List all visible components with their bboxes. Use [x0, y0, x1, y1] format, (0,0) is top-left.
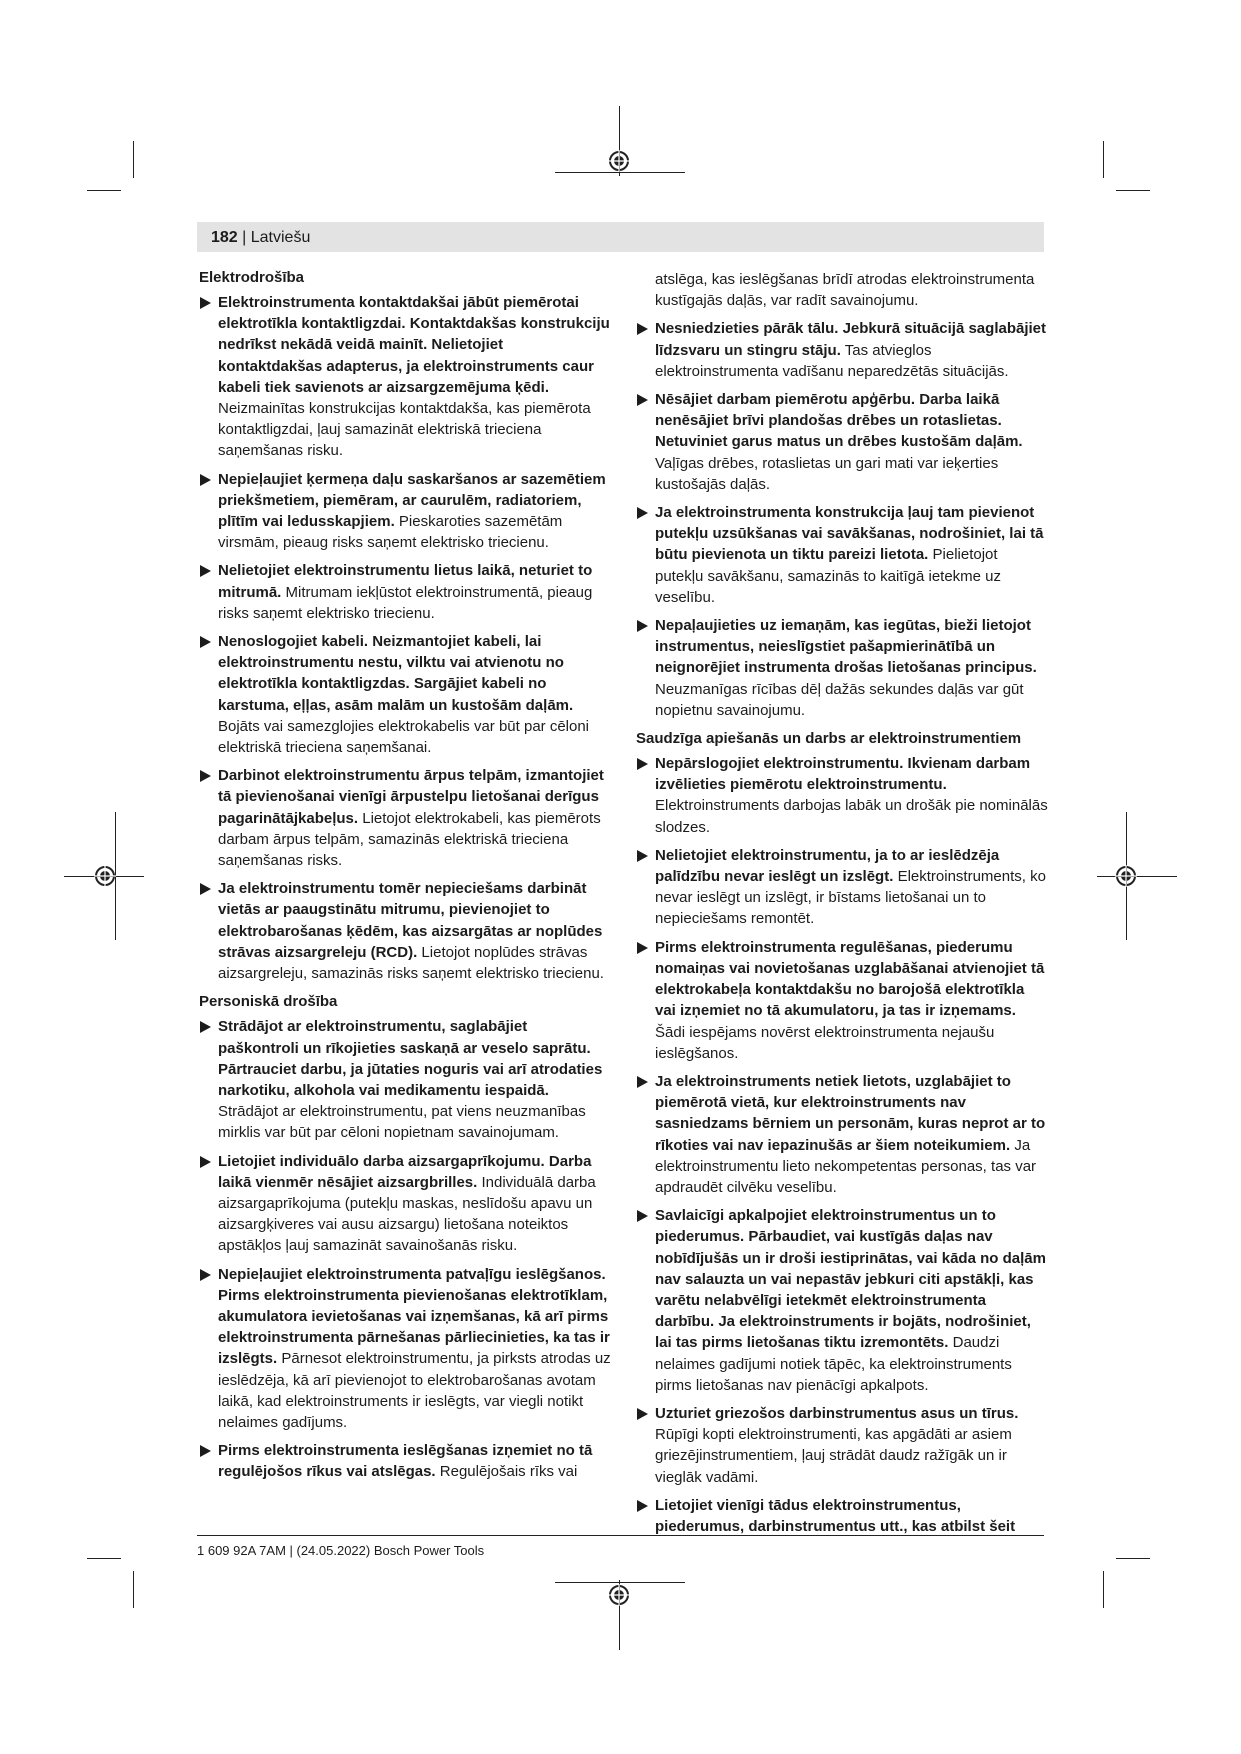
crop-mark — [1116, 190, 1150, 191]
list-item: Ja elektroinstruments netiek lietots, uzglabājiet to piemērotā vietā, kur elektroinstruments nav sasniedzams bērniem un personām, kuras neprot ar to rīkoties vai nav iepazinušās ar šiem noteikumiem. Ja elektroinstrumentu lieto nekompetentas personas, tas var apdraudēt cilvēku veselību. — [636, 1071, 1048, 1198]
list-item: Nepieļaujiet ķermeņa daļu saskaršanos ar sazemētiem priekšmetiem, piemēram, ar caurulēm, radiatoriem, plītīm vai ledusskapjiem. Pieskaroties sazemētām virsmām, pieaug risks saņemt elektrisko triecienu. — [199, 469, 611, 554]
bullet-arrow-icon — [200, 1445, 211, 1457]
bullet-arrow-icon — [637, 1500, 648, 1512]
crop-mark — [87, 1558, 121, 1559]
list-item: Strādājot ar elektroinstrumentu, saglabājiet paškontroli un rīkojieties saskaņā ar veselo saprātu. Pārtrauciet darbu, ja jūtaties noguris vai arī atrodaties narkotiku, alkohola vai medikamentu iespaidā. Strādājot ar elektroinstrumentu, pat viens neuzmanības mirklis var būt par cēloni nopietnam savainojumam. — [199, 1016, 611, 1143]
footer-rule — [197, 1535, 1044, 1536]
bullet-arrow-icon — [200, 770, 211, 782]
list-item: Darbinot elektroinstrumentu ārpus telpām, izmantojiet tā pievienošanai vienīgi ārpustelpu lietošanai derīgus pagarinātājkabeļus. Lietojot elektrokabeli, kas piemērots darbam ārpus telpām, samazinās elektriskā trieciena saņemšanas risks. — [199, 765, 611, 871]
bullet-arrow-icon — [200, 474, 211, 486]
page-footer: 1 609 92A 7AM | (24.05.2022) Bosch Power Tools — [197, 1543, 485, 1558]
list-item: Uzturiet griezošos darbinstrumentus asus un tīrus. Rūpīgi kopti elektroinstrumenti, kas apgādāti ar asiem griezējinstrumentiem, ļauj strādāt daudz ražīgāk un ir vieglāk vadāmi. — [636, 1403, 1048, 1488]
list-item: Lietojiet individuālo darba aizsargaprīkojumu. Darba laikā vienmēr nēsājiet aizsargbrilles. Individuālā darba aizsargaprīkojuma (putekļu maskas, neslīdošu apavu un aizsargķiveres vai ausu aizsargu) lietošana noteiktos apstākļos ļauj samazināt savainošanās risku. — [199, 1151, 611, 1257]
bullet-arrow-icon — [637, 507, 648, 519]
list-item: Nesniedzieties pārāk tālu. Jebkurā situācijā saglabājiet līdzsvaru un stingru stāju. Tas atvieglos elektroinstrumenta vadīšanu neparedzētās situācijās. — [636, 318, 1048, 382]
bullet-arrow-icon — [200, 1269, 211, 1281]
list-item: Pirms elektroinstrumenta ieslēgšanas izņemiet no tā regulējošos rīkus vai atslēgas. Regulējošais rīks vai — [199, 1440, 611, 1482]
list-item: Nēsājiet darbam piemērotu apģērbu. Darba laikā nenēsājiet brīvi plandošas drēbes un rotaslietas. Netuviniet garus matus un drēbes kustošām daļām. Vaļīgas drēbes, rotaslietas un gari mati var ieķerties kustošajās daļās. — [636, 389, 1048, 495]
continued-text: atslēga, kas ieslēgšanas brīdī atrodas elektroinstrumenta kustīgajās daļās, var radīt savainojumu. — [655, 271, 1035, 310]
list-item: Nepaļaujieties uz iemaņām, kas iegūtas, bieži lietojot instrumentus, neieslīgstiet pašapmierinātībā un neignorējiet instrumenta drošas lietošanas principus. Neuzmanīgas rīcības dēļ dažās sekundes daļās var gūt nopietnu savainojumu. — [636, 615, 1048, 721]
bullet-arrow-icon — [637, 620, 648, 632]
crop-mark — [87, 190, 121, 191]
crop-mark — [1103, 1571, 1104, 1608]
list-item: Savlaicīgi apkalpojiet elektroinstrumentus un to piederumus. Pārbaudiet, vai kustīgās daļas nav nobīdījušās un ir droši iestiprinātas, vai kāda no daļām nav salauzta un vai nepastāv jebkuri citi apstākļi, kas varētu nelabvēlīgi ietekmēt elektroinstrumenta darbību. Ja elektroinstruments ir bojāts, nodrošiniet, lai tas pirms lietošanas tiktu izremontēts. Daudzi nelaimes gadījumi notiek tāpēc, ka elektroinstruments pirms lietošanas nav pienācīgi apkalpots. — [636, 1205, 1048, 1396]
bullet-arrow-icon — [637, 394, 648, 406]
list-item: Nelietojiet elektroinstrumentu, ja to ar ieslēdzēja palīdzību nevar ieslēgt un izslēgt. Elektroinstruments, ko nevar ieslēgt un izslēgt, ir bīstams lietošanai un to nepieciešams remontēt. — [636, 845, 1048, 930]
crop-mark — [133, 141, 134, 178]
bullet-arrow-icon — [637, 942, 648, 954]
right-column — [636, 269, 1048, 1544]
list-item: Ja elektroinstrumentu tomēr nepieciešams darbināt vietās ar paaugstinātu mitrumu, pievienojiet to elektrobarošanas ķēdēm, kas aizsargātas ar noplūdes strāvas aizsargreleju (RCD). Lietojot noplūdes strāvas aizsargreleju, samazinās risks saņemt elektrisko triecienu. — [199, 878, 611, 984]
crop-mark — [133, 1571, 134, 1608]
bullet-arrow-icon — [200, 883, 211, 895]
language-label: Latviešu — [250, 229, 311, 246]
list-item: Lietojiet vienīgi tādus elektroinstrumentus, piederumus, darbinstrumentus utt., kas atbilst šeit — [636, 1495, 1048, 1537]
page-number: 182 — [211, 229, 238, 246]
bullet-arrow-icon — [200, 565, 211, 577]
section-title-electrical-safety: Elektrodrošība — [199, 269, 305, 286]
list-item: Nenoslogojiet kabeli. Neizmantojiet kabeli, lai elektroinstrumentu nestu, vilktu vai atvienotu no elektrotīkla kontaktligzdas. Sargājiet kabeli no karstuma, eļļas, asām malām un kustošām daļām. Bojāts vai samezglojies elektrokabelis var būt par cēloni elektriskā trieciena saņemšanai. — [199, 631, 611, 758]
bullet-arrow-icon — [200, 297, 211, 309]
list-item: Nelietojiet elektroinstrumentu lietus laikā, neturiet to mitrumā. Mitrumam iekļūstot elektroinstrumentā, pieaug risks saņemt elektrisko triecienu. — [199, 560, 611, 624]
left-column — [199, 267, 611, 1490]
bullet-arrow-icon — [637, 758, 648, 770]
crop-mark — [1103, 141, 1104, 178]
page-header-bar — [197, 222, 1044, 252]
section-title-tool-use-care: Saudzīga apiešanās un darbs ar elektroinstrumentiem — [636, 730, 1022, 748]
bullet-arrow-icon — [637, 850, 648, 862]
list-item: Nepieļaujiet elektroinstrumenta patvaļīgu ieslēgšanos. Pirms elektroinstrumenta pievienošanas elektrotīklam, akumulatora ievietošanas vai izņemšanas, kā arī pirms elektroinstrumenta pārnešanas pārliecinieties, ka tas ir izslēgts. Pārnesot elektroinstrumentu, ja pirksts atrodas uz ieslēdzēja, kā arī pievienojot to elektrobarošanas avotam laikā, kad elektroinstruments ir ieslēgts, var viegli notikt nelaimes gadījums. — [199, 1264, 611, 1434]
list-item: Nepārslogojiet elektroinstrumentu. Ikvienam darbam izvēlieties piemērotu elektroinstrumentu. Elektroinstruments darbojas labāk un drošāk pie nominālās slodzes. — [636, 753, 1048, 838]
list-item: Pirms elektroinstrumenta regulēšanas, piederumu nomaiņas vai novietošanas uzglabāšanai atvienojiet tā elektrokabeļa kontaktdakšu no barojošā elektrotīkla vai izņemiet no tā akumulatoru, ja tas ir izņemams. Šādi iespējams novērst elektroinstrumenta nejaušu ieslēgšanos. — [636, 937, 1048, 1064]
bullet-arrow-icon — [200, 1021, 211, 1033]
bullet-arrow-icon — [637, 1076, 648, 1088]
list-item: Ja elektroinstrumenta konstrukcija ļauj tam pievienot putekļu uzsūkšanas vai savākšanas, nodrošiniet, lai tā būtu pievienota un tiktu pareizi lietota. Pielietojot putekļu savākšanu, samazinās to kaitīgā ietekme uz veselību. — [636, 502, 1048, 608]
list-item: Elektroinstrumenta kontaktdakšai jābūt piemērotai elektrotīkla kontaktligzdai. Kontaktdakšas konstrukciju nedrīkst nekādā veidā mainīt. Nelietojiet kontaktdakšas adapterus, ja elektroinstruments caur kabeli tiek savienots ar aizsargzemējuma ķēdi. Neizmainītas konstrukcijas kontaktdakša, kas piemērota kontaktligzdai, ļauj samazināt elektriskā trieciena saņemšanas risku. — [199, 292, 611, 462]
crop-mark — [1116, 1558, 1150, 1559]
bullet-arrow-icon — [637, 1408, 648, 1420]
section-title-personal-safety: Personiskā drošība — [199, 993, 338, 1011]
bullet-arrow-icon — [200, 636, 211, 648]
bullet-arrow-icon — [200, 1156, 211, 1168]
page-header: 182 | Latviešu — [211, 229, 311, 246]
bullet-arrow-icon — [637, 1210, 648, 1222]
bullet-arrow-icon — [637, 323, 648, 335]
